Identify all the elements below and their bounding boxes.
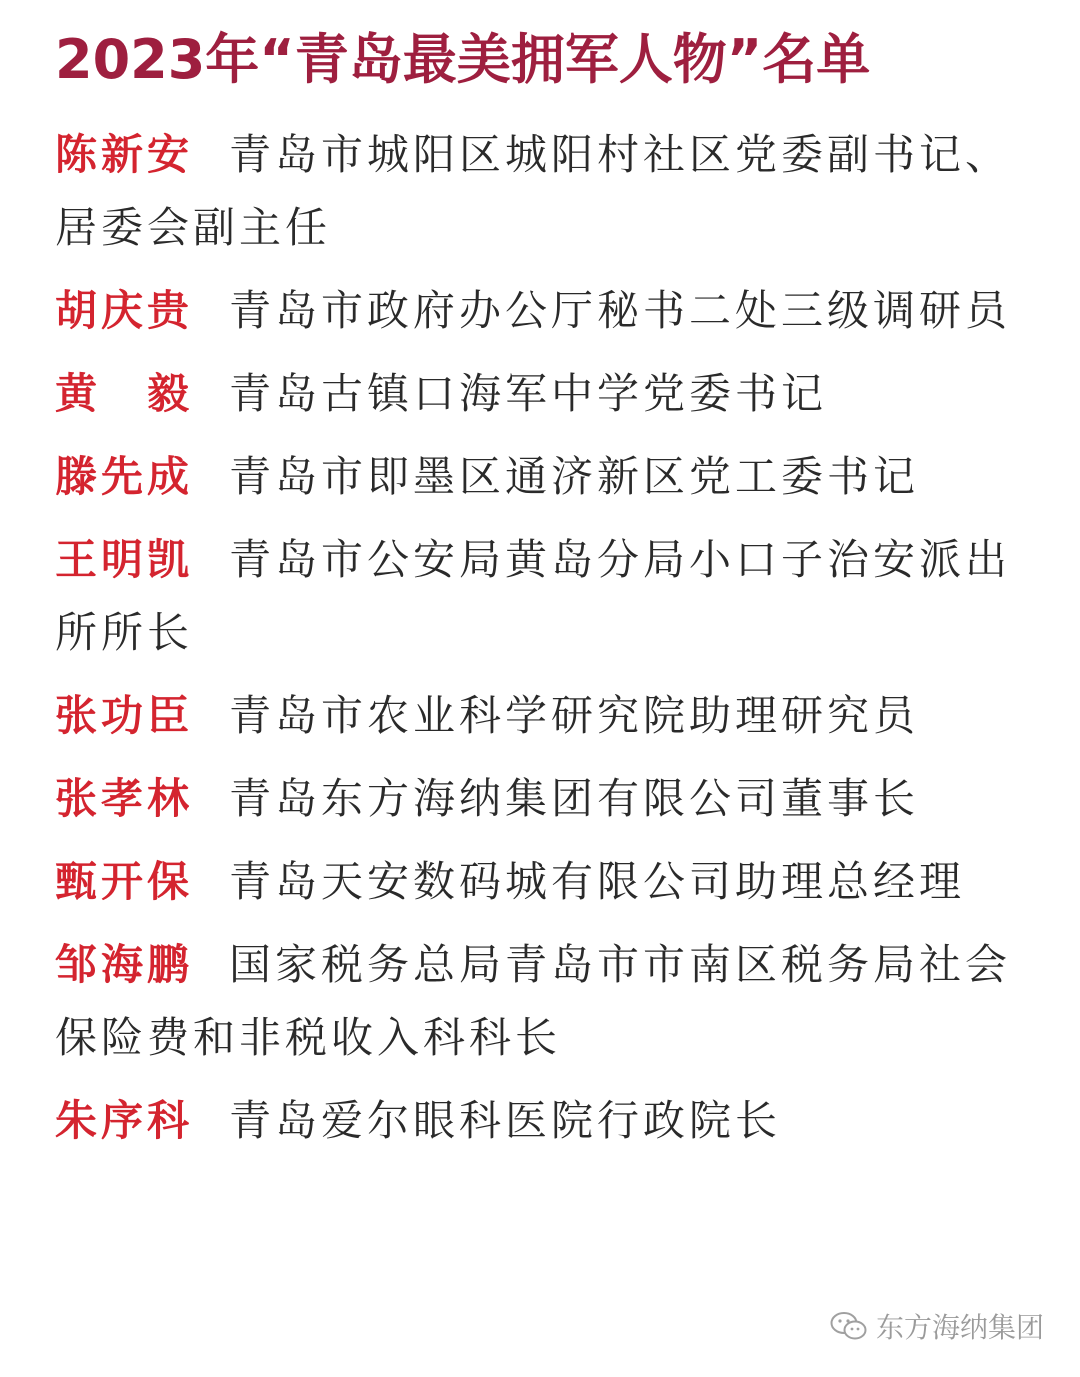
list-item: [55, 1084, 1030, 1157]
honoree-role: 国家税务总局青岛市市南区税务局社会保险费和非税收入科科长: [55, 940, 1012, 1062]
honoree-name: 邹海鹏: [55, 940, 194, 989]
list-item: [55, 118, 1030, 264]
honoree-name: 陈新安: [55, 130, 194, 179]
list-item: [55, 928, 1030, 1074]
list-item: [55, 274, 1030, 347]
honoree-name: 胡庆贵: [55, 286, 194, 335]
honoree-role: 青岛市政府办公厅秘书二处三级调研员: [229, 286, 1012, 335]
list-item: [55, 845, 1030, 918]
honoree-role: 青岛市农业科学研究院助理研究员: [229, 691, 920, 740]
honoree-name: 朱序科: [55, 1096, 194, 1145]
honoree-name: 黄 毅: [55, 369, 194, 418]
honoree-list: [55, 118, 1030, 1167]
honoree-role: 青岛市公安局黄岛分局小口子治安派出所所长: [55, 535, 1012, 657]
list-item: [55, 679, 1030, 752]
source-watermark: [830, 1306, 1044, 1346]
list-item: [55, 762, 1030, 835]
list-item: [55, 523, 1030, 669]
honoree-name: 滕先成: [55, 452, 194, 501]
honoree-name: 张功臣: [55, 691, 194, 740]
list-item: [55, 440, 1030, 513]
honoree-name: 王明凯: [55, 535, 194, 584]
honoree-role: 青岛天安数码城有限公司助理总经理: [229, 857, 966, 906]
honoree-role: 青岛古镇口海军中学党委书记: [229, 369, 828, 418]
honoree-name: 甄开保: [55, 857, 194, 906]
honoree-role: 青岛爱尔眼科医院行政院长: [229, 1096, 782, 1145]
honoree-role: 青岛市城阳区城阳村社区党委副书记、居委会副主任: [55, 130, 1012, 252]
honoree-role: 青岛东方海纳集团有限公司董事长: [229, 774, 920, 823]
honoree-role: 青岛市即墨区通济新区党工委书记: [229, 452, 920, 501]
honoree-name: 张孝林: [55, 774, 194, 823]
watermark-text: 东方海纳集团: [875, 1311, 1044, 1344]
list-item: [55, 357, 1030, 430]
wechat-icon: [830, 1311, 868, 1341]
page-title: 2023年“青岛最美拥军人物”名单: [55, 28, 871, 91]
